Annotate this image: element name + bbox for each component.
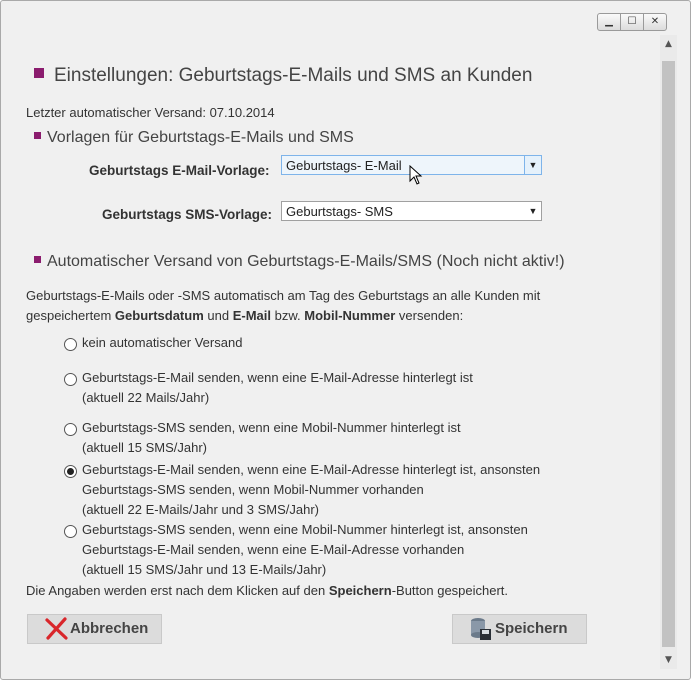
radio-option-email-then-sms[interactable]	[64, 465, 77, 478]
last-sent-label: Letzter automatischer Versand:	[26, 105, 206, 120]
save-note	[26, 583, 508, 598]
sms-template-label: Geburtstags SMS-Vorlage:	[102, 207, 273, 222]
maximize-button[interactable]: ☐	[621, 14, 644, 30]
minimize-button[interactable]: ▁	[598, 14, 621, 30]
option-label-sms[interactable]	[82, 418, 461, 458]
option-line: Geburtstags-E-Mail senden, wenn eine E-Mail-Adresse hinterlegt ist	[82, 370, 473, 385]
option-line: (aktuell 15 SMS/Jahr und 13 E-Mails/Jahr)	[82, 562, 327, 577]
scroll-thumb[interactable]	[662, 61, 675, 647]
save-note-text: -Button gespeichert.	[391, 583, 509, 598]
page-title-text: Einstellungen: Geburtstags-E-Mails und SMS an Kunden	[54, 65, 533, 86]
option-label-none[interactable]	[82, 333, 242, 353]
templates-section-title-text: Vorlagen für Geburtstags-E-Mails und SMS	[47, 129, 354, 146]
cancel-button-label: Abbrechen	[70, 620, 149, 637]
page-title	[34, 65, 532, 87]
section-bullet-icon	[34, 256, 41, 263]
cancel-button[interactable]	[27, 614, 162, 644]
option-label-email-then-sms[interactable]	[82, 460, 540, 520]
save-note-text: Die Angaben werden erst nach dem Klicken auf den	[26, 583, 326, 598]
option-line: kein automatischer Versand	[82, 335, 243, 350]
save-button-label: Speichern	[495, 620, 568, 637]
description-text: bzw.	[274, 308, 301, 323]
radio-option-none[interactable]	[64, 338, 77, 351]
content-area	[14, 35, 657, 669]
chevron-down-icon[interactable]: ▼	[524, 156, 541, 174]
option-line: (aktuell 15 SMS/Jahr)	[82, 440, 207, 455]
sms-template-value: Geburtstags- SMS	[286, 204, 393, 219]
option-line: Geburtstags-SMS senden, wenn eine Mobil-Nummer hinterlegt ist, ansonsten	[82, 522, 528, 537]
option-line: Geburtstags-E-Mail senden, wenn eine E-Mail-Adresse hinterlegt ist, ansonsten	[82, 462, 541, 477]
last-sent-info	[26, 105, 275, 120]
mouse-cursor-icon	[409, 165, 423, 185]
option-line: (aktuell 22 E-Mails/Jahr und 3 SMS/Jahr)	[82, 502, 319, 517]
description-text: und	[207, 308, 230, 323]
description-bold: Geburtsdatum	[114, 308, 204, 323]
option-line: Geburtstags-SMS senden, wenn eine Mobil-Nummer hinterlegt ist	[82, 420, 461, 435]
email-template-value: Geburtstags- E-Mail	[286, 158, 402, 173]
vertical-scrollbar[interactable]	[660, 35, 677, 669]
option-label-sms-then-email[interactable]	[82, 520, 528, 580]
description-text: versenden:	[398, 308, 464, 323]
option-line: (aktuell 22 Mails/Jahr)	[82, 390, 210, 405]
auto-section-title-text: Automatischer Versand von Geburtstags-E-Mails/SMS (Noch nicht aktiv!)	[47, 253, 565, 270]
sms-template-select[interactable]	[281, 201, 542, 221]
templates-section-title	[34, 129, 354, 147]
auto-description	[26, 286, 540, 326]
title-bullet-icon	[34, 68, 44, 78]
scroll-up-icon[interactable]: ▲	[665, 39, 672, 49]
option-line: Geburtstags-SMS senden, wenn Mobil-Nummer vorhanden	[82, 482, 424, 497]
radio-option-email[interactable]	[64, 373, 77, 386]
email-template-label: Geburtstags E-Mail-Vorlage:	[89, 163, 270, 178]
chevron-down-icon[interactable]: ▼	[528, 206, 538, 216]
description-bold: E-Mail	[232, 308, 271, 323]
description-text: gespeichertem	[26, 308, 112, 323]
close-button[interactable]: ✕	[650, 16, 660, 27]
save-database-icon	[469, 616, 493, 642]
option-line: Geburtstags-E-Mail senden, wenn eine E-Mail-Adresse vorhanden	[82, 542, 465, 557]
auto-section-title	[34, 253, 565, 271]
save-button[interactable]	[452, 614, 587, 644]
section-bullet-icon	[34, 132, 41, 139]
window-controls	[597, 13, 667, 31]
option-label-email[interactable]	[82, 368, 473, 408]
save-note-bold: Speichern	[328, 583, 392, 598]
description-bold: Mobil-Nummer	[304, 308, 396, 323]
description-line-1: Geburtstags-E-Mails oder -SMS automatisch am Tag des Geburtstags an alle Kunden mit	[26, 288, 541, 303]
cancel-x-icon	[44, 617, 70, 641]
radio-option-sms[interactable]	[64, 423, 77, 436]
radio-option-sms-then-email[interactable]	[64, 525, 77, 538]
last-sent-date: 07.10.2014	[209, 105, 275, 120]
scroll-down-icon[interactable]: ▼	[665, 655, 672, 665]
